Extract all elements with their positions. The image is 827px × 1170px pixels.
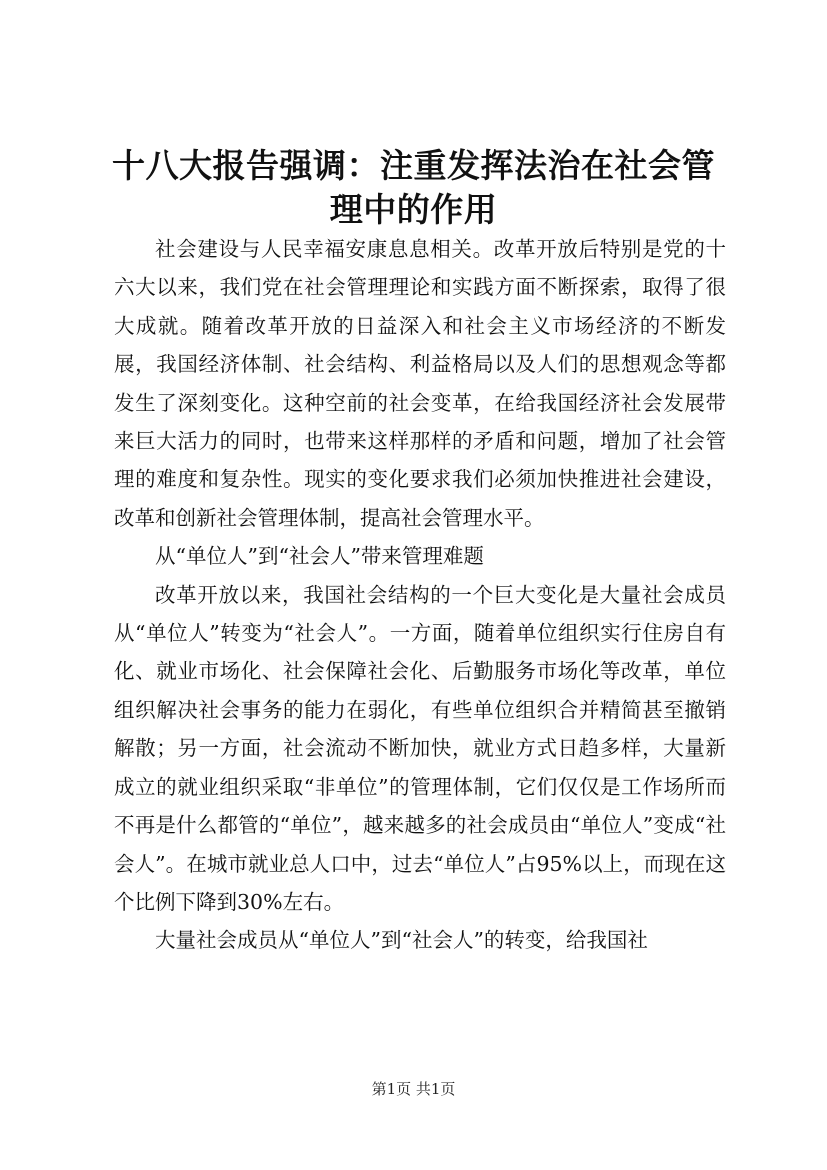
document-title: 十八大报告强调：注重发挥法治在社会管理中的作用 [112,146,715,229]
paragraph-reform: 改革开放以来，我国社会结构的一个巨大变化是大量社会成员从“单位人”转变为“社会人”。一方面，随着单位组织实行住房自有化、就业市场化、社会保障社会化、后勤服务市场化等改革，单位组织解决社会事务的能力在弱化，有些单位组织合并精简甚至撤销解散；另一方面，社会流动不断加快，就业方式日趋多样，大量新成立的就业组织采取“非单位”的管理体制，它们仅仅是工作场所而不再是什么都管的“单位”，越来越多的社会成员由“单位人”变成“社会人”。在城市就业总人口中，过去“单位人”占95%以上，而现在这个比例下降到30%左右。 [114,582,726,914]
page-footer: 第1页 共1页 [371,1080,456,1098]
paragraph-intro: 社会建设与人民幸福安康息息相关。改革开放后特别是党的十六大以来，我们党在社会管理理论和实践方面不断探索，取得了很大成就。随着改革开放的日益深入和社会主义市场经济的不断发展，我国经济体制、社会结构、利益格局以及人们的思想观念等都发生了深刻变化。这种空前的社会变革，在给我国经济社会发展带来巨大活力的同时，也带来这样那样的矛盾和问题，增加了社会管理的难度和复杂性。现实的变化要求我们必须加快推进社会建设，改革和创新社会管理体制，提高社会管理水平。 [114,237,726,530]
document-body [114,230,726,960]
paragraph-transition: 大量社会成员从“单位人”到“社会人”的转变，给我国社 [155,928,648,953]
section-heading: 从“单位人”到“社会人”带来管理难题 [155,544,484,569]
